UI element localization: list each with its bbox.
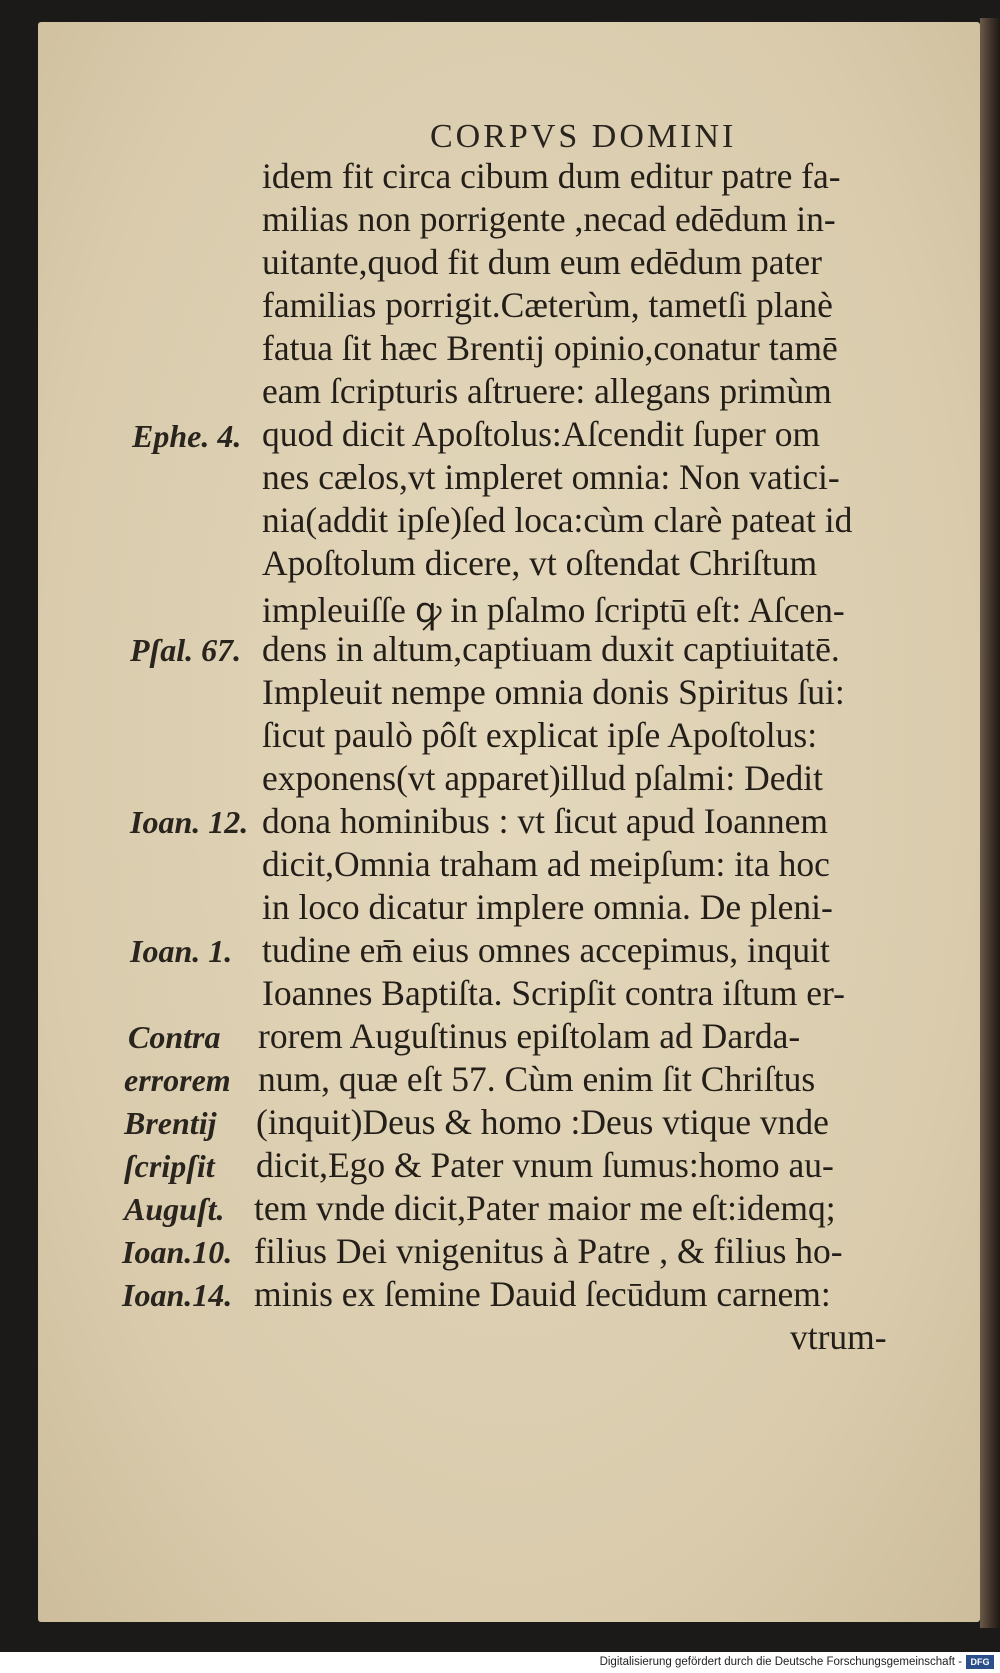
margin-note: ſcripſit — [124, 1148, 215, 1184]
text-line: eam ſcripturis aſtruere: allegans primùm — [262, 371, 832, 411]
margin-note: Contra — [128, 1019, 221, 1055]
text-line: ſicut paulò pôſt explicat ipſe Apoſtolus: — [262, 715, 818, 755]
text-line: dicit,Omnia traham ad meipſum: ita hoc — [262, 844, 830, 884]
text-line: tem vnde dicit,Pater maior me eſt:idemq; — [254, 1188, 836, 1228]
text-line: dicit,Ego & Pater vnum ſumus:homo au- — [256, 1145, 834, 1185]
text-line: minis ex ſemine Dauid ſecūdum carnem: — [254, 1274, 831, 1314]
text-line: (inquit)Deus & homo :Deus vtique vnde — [256, 1102, 829, 1142]
text-line: tudine em̄ eius omnes accepimus, inquit — [262, 930, 830, 970]
running-head: CORPVS DOMINI — [430, 118, 737, 155]
text-line: nes cælos,vt impleret omnia: Non vatici- — [262, 457, 840, 497]
text-line: quod dicit Apoſtolus:Aſcendit ſuper om — [262, 414, 821, 454]
margin-note: Ephe. 4. — [132, 418, 242, 454]
text-line: idem fit circa cibum dum editur patre fa- — [262, 156, 841, 196]
text-line: milias non porrigente ,necad edēdum in- — [262, 199, 836, 239]
catchword: vtrum- — [790, 1317, 887, 1357]
text-line: uitante,quod fit dum eum edēdum pater — [262, 242, 822, 282]
margin-note: Brentij — [124, 1105, 217, 1141]
book-edge — [980, 18, 1000, 1628]
margin-note: Pſal. 67. — [130, 632, 242, 668]
margin-note: Ioan.10. — [122, 1234, 233, 1270]
text-line: num, quæ eſt 57. Cùm enim ſit Chriſtus — [258, 1059, 816, 1099]
margin-note: Ioan.14. — [122, 1277, 233, 1313]
text-line: impleuiſſe ꝙ in pſalmo ſcriptū eſt: Aſcen- — [262, 590, 845, 630]
funding-credit: Digitalisierung gefördert durch die Deutsche Forschungsgemeinschaft - — [599, 1656, 962, 1668]
text-line: Impleuit nempe omnia donis Spiritus ſui: — [262, 672, 845, 712]
margin-note: Ioan. 1. — [130, 933, 233, 969]
text-line: nia(addit ipſe)ſed loca:cùm clarè pateat id — [262, 500, 853, 540]
text-line: exponens(vt apparet)illud pſalmi: Dedit — [262, 758, 823, 798]
text-line: dona hominibus : vt ſicut apud Ioannem — [262, 801, 828, 841]
dfg-logo-icon: DFG — [966, 1655, 994, 1669]
text-line: fatua ſit hæc Brentij opinio,conatur tamē — [262, 328, 838, 368]
margin-note: Ioan. 12. — [130, 804, 249, 840]
text-line: in loco dicatur implere omnia. De pleni- — [262, 887, 833, 927]
text-line: Apoſtolum dicere, vt oſtendat Chriſtum — [262, 543, 818, 583]
text-line: filius Dei vnigenitus à Patre , & filius ho- — [254, 1231, 843, 1271]
text-line: dens in altum,captiuam duxit captiuitatē. — [262, 629, 840, 669]
margin-note: Auguſt. — [124, 1191, 225, 1227]
text-line: Ioannes Baptiſta. Scripſit contra iſtum er- — [262, 973, 845, 1013]
text-line: rorem Auguſtinus epiſtolam ad Darda- — [258, 1016, 801, 1056]
text-line: familias porrigit.Cæterùm, tametſi planè — [262, 285, 833, 325]
margin-note: errorem — [124, 1062, 231, 1098]
